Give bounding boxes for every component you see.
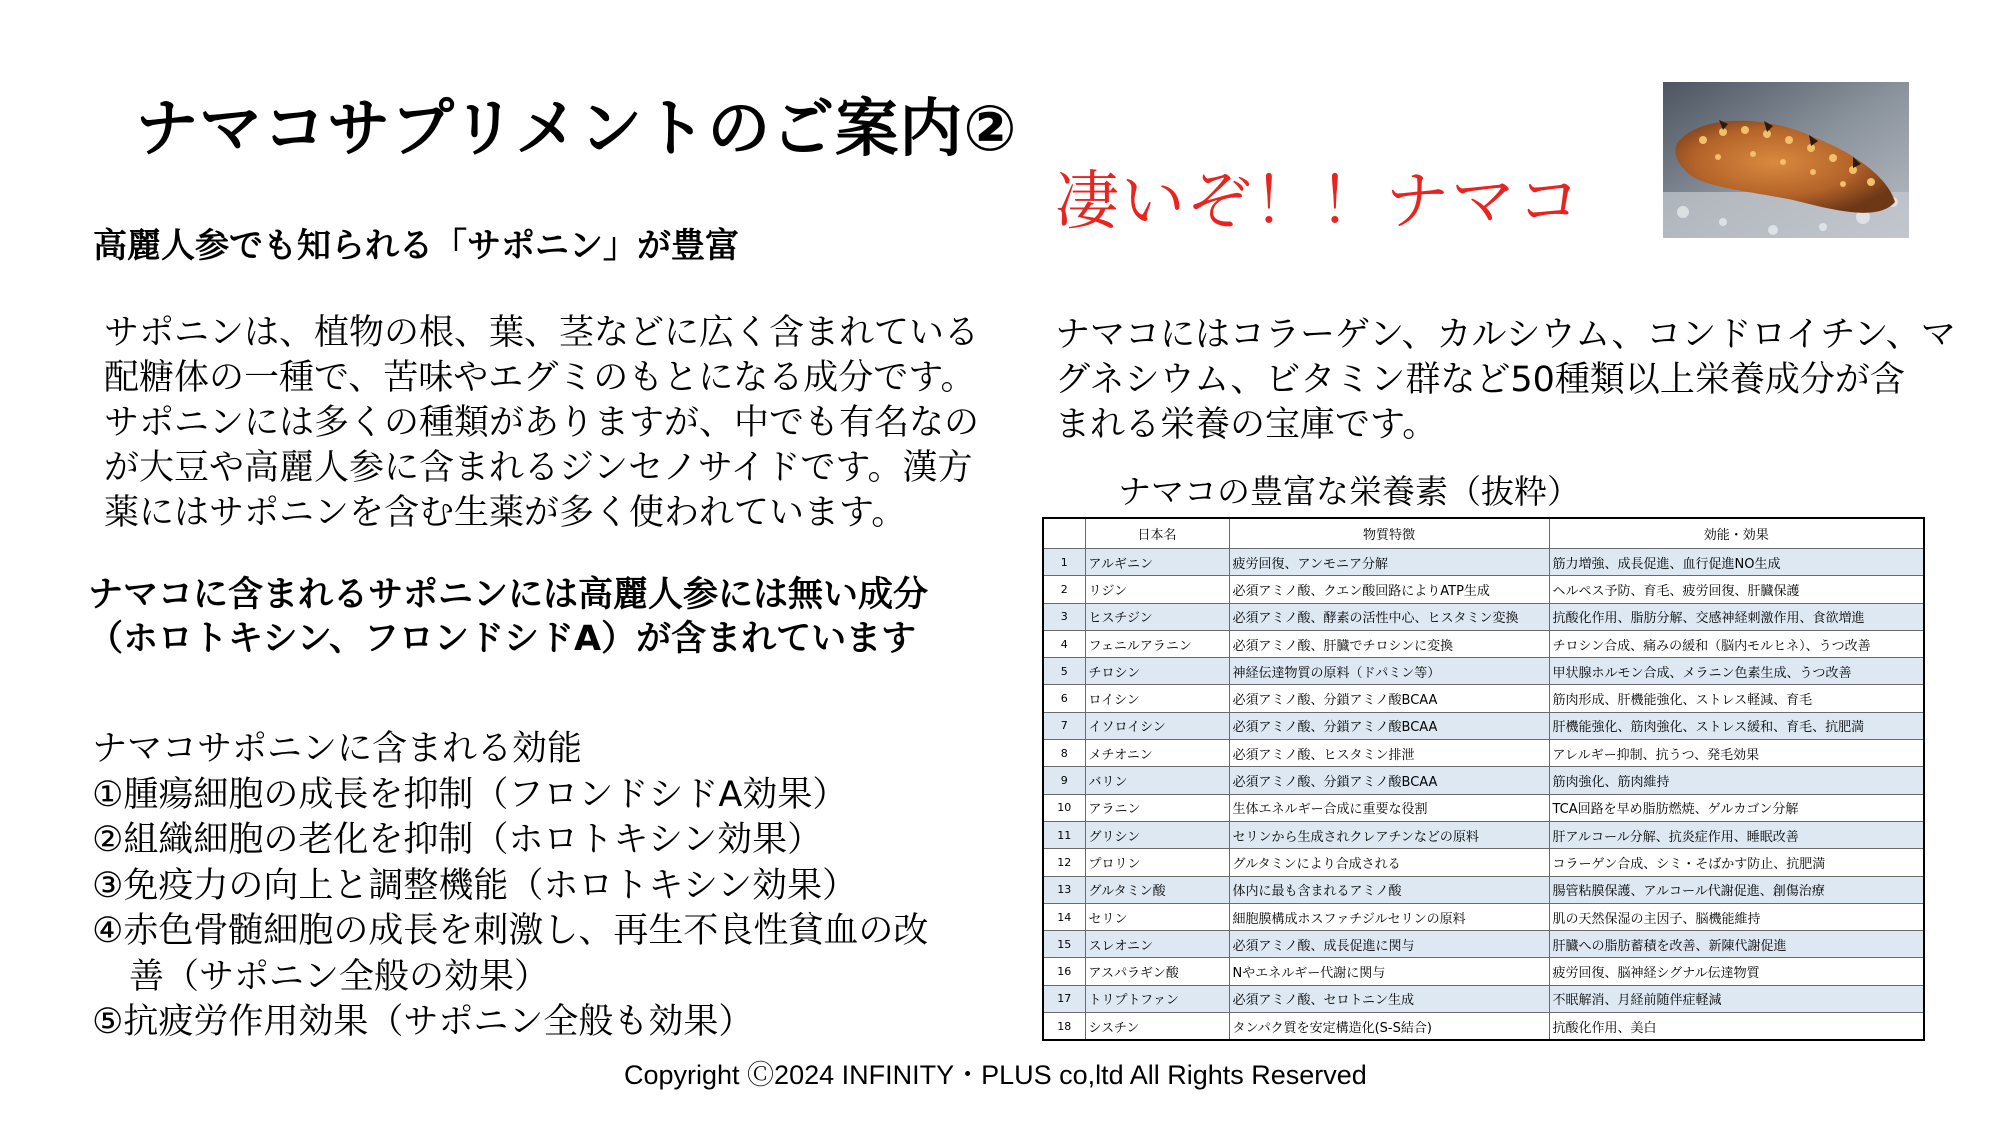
cell-feature: 必須アミノ酸、分鎖アミノ酸BCAA [1229, 712, 1549, 739]
cell-effect: 抗酸化作用、美白 [1549, 1013, 1924, 1041]
cell-feature: 必須アミノ酸、クエン酸回路によりATP生成 [1229, 576, 1549, 603]
saponin-heading: 高麗人参でも知られる「サポニン」が豊富 [93, 226, 739, 266]
saponin-paragraph [104, 311, 1004, 536]
cell-name: セリン [1085, 903, 1229, 930]
cell-number: 9 [1043, 767, 1085, 794]
tagline: 凄いぞ！！ナマコ [1055, 165, 1583, 239]
cell-name: チロシン [1085, 658, 1229, 685]
cell-effect: チロシン合成、痛みの緩和（脳内モルヒネ）、うつ改善 [1549, 630, 1924, 657]
sea-cucumber-photo [1663, 82, 1909, 238]
cell-feature: 細胞膜構成ホスファチジルセリンの原料 [1229, 903, 1549, 930]
table-row [1043, 658, 1924, 685]
cell-name: グルタミン酸 [1085, 876, 1229, 903]
cell-effect: 抗酸化作用、脂肪分解、交感神経刺激作用、食欲増進 [1549, 603, 1924, 630]
cell-effect: コラーゲン合成、シミ・そばかす防止、抗肥満 [1549, 849, 1924, 876]
effect-item: ①腫瘍細胞の成長を抑制（フロンドシドA効果） [92, 774, 848, 815]
table-row [1043, 931, 1924, 958]
cell-feature: Nやエネルギー代謝に関与 [1229, 958, 1549, 985]
paragraph-line: 配糖体の一種で、苦味やエグミのもとになる成分です。 [104, 358, 976, 398]
cell-feature: 必須アミノ酸、肝臓でチロシンに変換 [1229, 630, 1549, 657]
header-number [1043, 518, 1085, 549]
cell-number: 11 [1043, 821, 1085, 848]
cell-feature: 必須アミノ酸、ヒスタミン排泄 [1229, 740, 1549, 767]
effect-item: ③免疫力の向上と調整機能（ホロトキシン効果） [92, 865, 858, 906]
cell-effect: 疲労回復、脳神経シグナル伝達物質 [1549, 958, 1924, 985]
cell-number: 6 [1043, 685, 1085, 712]
heading-line: （ホロトキシン、フロンドシドA）が含まれています [88, 619, 917, 659]
cell-name: フェニルアラニン [1085, 630, 1229, 657]
cell-feature: 神経伝達物質の原料（ドパミン等） [1229, 658, 1549, 685]
cell-effect: ヘルペス予防、育毛、疲労回復、肝臓保護 [1549, 576, 1924, 603]
cell-feature: 必須アミノ酸、セロトニン生成 [1229, 985, 1549, 1012]
table-row [1043, 794, 1924, 821]
cell-effect: 不眠解消、月経前随伴症軽減 [1549, 985, 1924, 1012]
effect-item: ②組織細胞の老化を抑制（ホロトキシン効果） [92, 820, 823, 860]
cell-number: 1 [1043, 549, 1085, 576]
table-row [1043, 685, 1924, 712]
cell-name: アスパラギン酸 [1085, 958, 1229, 985]
cell-name: リジン [1085, 576, 1229, 603]
table-row [1043, 576, 1924, 603]
table-row [1043, 603, 1924, 630]
cell-name: アルギニン [1085, 549, 1229, 576]
cell-feature: 必須アミノ酸、分鎖アミノ酸BCAA [1229, 685, 1549, 712]
table-body [1043, 549, 1924, 1041]
cell-feature: 必須アミノ酸、成長促進に関与 [1229, 931, 1549, 958]
cell-feature: 生体エネルギー合成に重要な役割 [1229, 794, 1549, 821]
cell-effect: 筋力増強、成長促進、血行促進NO生成 [1549, 549, 1924, 576]
cell-number: 4 [1043, 630, 1085, 657]
effects-list [92, 727, 928, 1046]
cell-name: ロイシン [1085, 685, 1229, 712]
cell-feature: タンパク質を安定構造化(S-S結合) [1229, 1013, 1549, 1041]
cell-name: プロリン [1085, 849, 1229, 876]
paragraph-line: サポニンには多くの種類がありますが、中でも有名なの [104, 403, 980, 443]
effects-heading: ナマコサポニンに含まれる効能 [92, 729, 583, 769]
table-row [1043, 985, 1924, 1012]
table-row [1043, 821, 1924, 848]
cell-effect: 肝臓への脂肪蓄積を改善、新陳代謝促進 [1549, 931, 1924, 958]
table-row [1043, 549, 1924, 576]
paragraph-line: グネシウム、ビタミン群など50種類以上栄養成分が含 [1055, 360, 1905, 400]
cell-number: 10 [1043, 794, 1085, 821]
paragraph-line: ナマコにはコラーゲン、カルシウム、コンドロイチン、マ [1055, 315, 1956, 355]
table-row [1043, 849, 1924, 876]
paragraph-line: が大豆や高麗人参に含まれるジンセノサイドです。漢方 [104, 448, 973, 488]
cell-number: 8 [1043, 740, 1085, 767]
table-row [1043, 958, 1924, 985]
table-row [1043, 767, 1924, 794]
cell-name: アラニン [1085, 794, 1229, 821]
cell-name: グリシン [1085, 821, 1229, 848]
cell-effect: 肝機能強化、筋肉強化、ストレス緩和、育毛、抗肥満 [1549, 712, 1924, 739]
cell-name: メチオニン [1085, 740, 1229, 767]
cell-effect: 肝アルコール分解、抗炎症作用、睡眠改善 [1549, 821, 1924, 848]
table-title: ナマコの豊富な栄養素（抜粋） [1118, 472, 1580, 511]
sea-cucumber-image [1663, 82, 1909, 238]
cell-name: シスチン [1085, 1013, 1229, 1041]
paragraph-line: サポニンは、植物の根、葉、茎などに広く含まれている [104, 313, 980, 353]
effect-item: ⑤抗疲労作用効果（サポニン全般も効果） [92, 1002, 754, 1042]
cell-feature: セリンから生成されクレアチンなどの原料 [1229, 821, 1549, 848]
cell-number: 13 [1043, 876, 1085, 903]
effect-item-continuation: 善（サポニン全般の効果） [129, 956, 550, 997]
cell-number: 3 [1043, 603, 1085, 630]
table-row [1043, 876, 1924, 903]
cell-effect: 筋肉強化、筋肉維持 [1549, 767, 1924, 794]
cell-feature: 必須アミノ酸、酵素の活性中心、ヒスタミン変換 [1229, 603, 1549, 630]
cell-number: 15 [1043, 931, 1085, 958]
paragraph-line: 薬にはサポニンを含む生薬が多く使われています。 [104, 493, 907, 533]
cell-effect: TCA回路を早め脂肪燃焼、ゲルカゴン分解 [1549, 794, 1924, 821]
copyright-footer: Copyright Ⓒ2024 INFINITY・PLUS co,ltd All Rights Reserved [624, 1060, 1367, 1090]
table-row [1043, 630, 1924, 657]
cell-number: 2 [1043, 576, 1085, 603]
cell-effect: アレルギー抑制、抗うつ、発毛効果 [1549, 740, 1924, 767]
cell-name: ヒスチジン [1085, 603, 1229, 630]
cell-number: 12 [1043, 849, 1085, 876]
nutrient-table [1042, 517, 1925, 1041]
cell-name: バリン [1085, 767, 1229, 794]
cell-feature: 体内に最も含まれるアミノ酸 [1229, 876, 1549, 903]
heading-line: ナマコに含まれるサポニンには高麗人参には無い成分 [88, 575, 929, 615]
cell-effect: 腸管粘膜保護、アルコール代謝促進、創傷治療 [1549, 876, 1924, 903]
header-name: 日本名 [1085, 518, 1229, 549]
effect-item: ④赤色骨髄細胞の成長を刺激し、再生不良性貧血の改 [92, 911, 929, 951]
cell-feature: グルタミンにより合成される [1229, 849, 1549, 876]
cell-number: 5 [1043, 658, 1085, 685]
cell-number: 7 [1043, 712, 1085, 739]
header-effect: 効能・効果 [1549, 518, 1924, 549]
cell-number: 16 [1043, 958, 1085, 985]
cell-effect: 甲状腺ホルモン合成、メラニン色素生成、うつ改善 [1549, 658, 1924, 685]
table-row [1043, 903, 1924, 930]
table-header-row [1043, 518, 1924, 549]
paragraph-line: まれる栄養の宝庫です。 [1055, 405, 1438, 445]
cell-effect: 肌の天然保湿の主因子、脳機能維持 [1549, 903, 1924, 930]
table-row [1043, 740, 1924, 767]
nutrition-paragraph [1055, 313, 1956, 448]
cell-number: 17 [1043, 985, 1085, 1012]
cell-feature: 疲労回復、アンモニア分解 [1229, 549, 1549, 576]
cell-effect: 筋肉形成、肝機能強化、ストレス軽減、育毛 [1549, 685, 1924, 712]
table-row [1043, 1013, 1924, 1041]
page-title: ナマコサプリメントのご案内② [135, 92, 1018, 165]
cell-name: トリプトファン [1085, 985, 1229, 1012]
cell-number: 14 [1043, 903, 1085, 930]
unique-component-heading [88, 573, 928, 661]
cell-name: スレオニン [1085, 931, 1229, 958]
cell-feature: 必須アミノ酸、分鎖アミノ酸BCAA [1229, 767, 1549, 794]
cell-name: イソロイシン [1085, 712, 1229, 739]
table-row [1043, 712, 1924, 739]
cell-number: 18 [1043, 1013, 1085, 1041]
header-feature: 物質特徴 [1229, 518, 1549, 549]
